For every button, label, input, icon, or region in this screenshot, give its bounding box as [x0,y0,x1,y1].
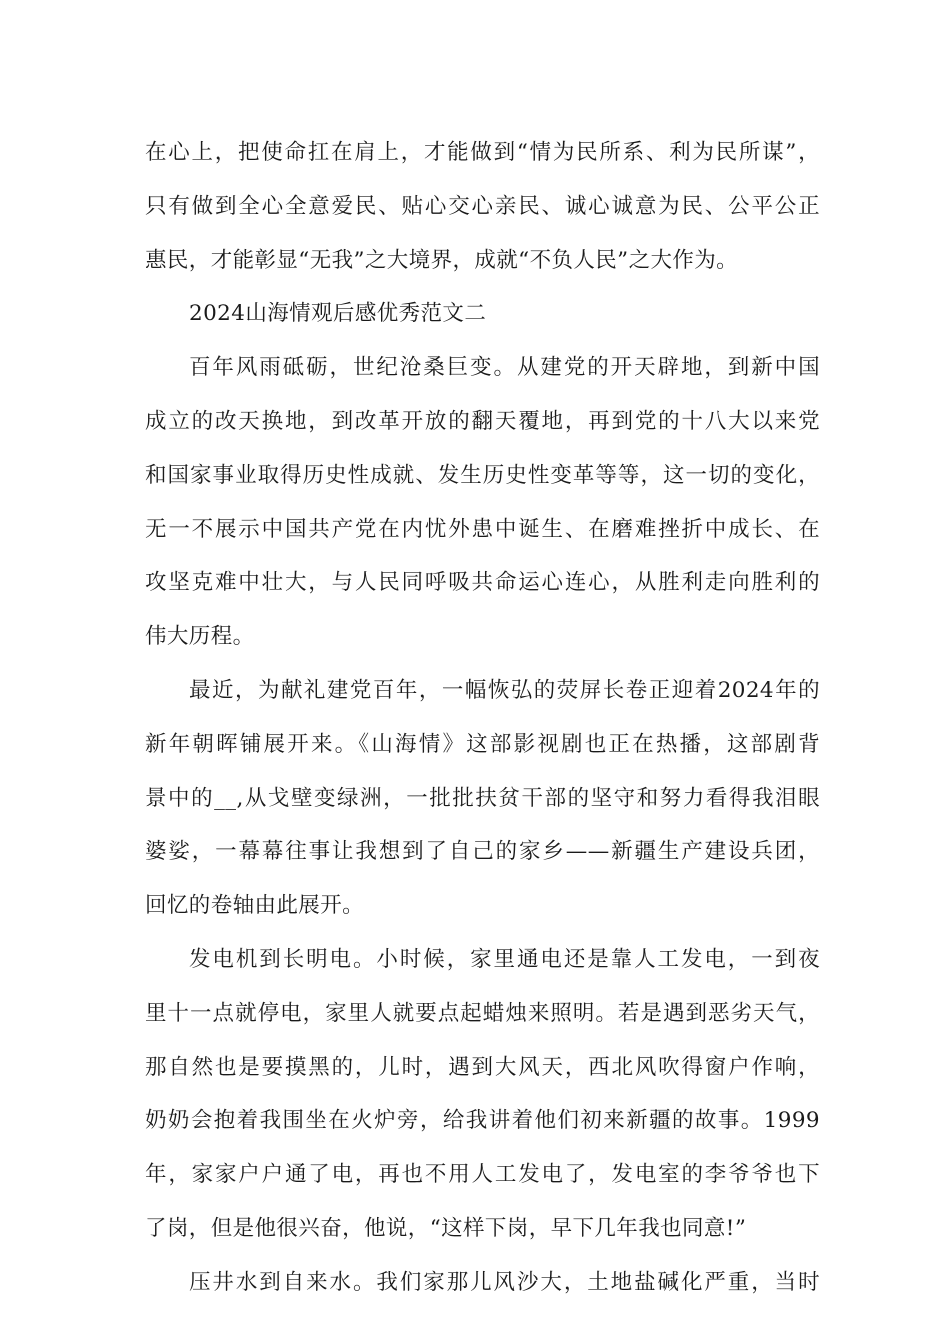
text-line: 新年朝晖铺展开来。《山海情》这部影视剧也正在热播，这部剧背 [145,731,820,757]
text-line: 成立的改天换地，到改革开放的翻天覆地，再到党的十八大以来党 [145,408,820,434]
text-line: 攻坚克难中壮大，与人民同呼吸共命运心连心，从胜利走向胜利的 [145,570,820,596]
text-line: 只有做到全心全意爱民、贴心交心亲民、诚心诚意为民、公平公正 [145,193,820,219]
text-line: 在心上，把使命扛在肩上，才能做到“情为民所系、利为民所谋”， [145,140,820,165]
text-line: 那自然也是要摸黑的，儿时，遇到大风天，西北风吹得窗户作响， [145,1054,820,1080]
document-body [145,126,820,1310]
text-line: 婆娑，一幕幕往事让我想到了自己的家乡——新疆生产建设兵团， [145,839,820,865]
text-line: 年，家家户户通了电，再也不用人工发电了，发电室的李爷爷也下 [145,1162,820,1188]
text-line: 伟大历程。 [145,624,255,650]
text-line: 景中的__,从戈壁变绿洲，一批批扶贫干部的坚守和努力看得我泪眼 [145,785,820,811]
text-line: 无一不展示中国共产党在内忧外患中诞生、在磨难挫折中成长、在 [145,516,820,542]
text-line: 最近，为献礼建党百年，一幅恢弘的荧屏长卷正迎着2024年的 [189,677,820,703]
text-line: 惠民，才能彰显“无我”之大境界，成就“不负人民”之大作为。 [145,247,739,273]
text-line: 里十一点就停电，家里人就要点起蜡烛来照明。若是遇到恶劣天气， [145,1000,820,1026]
text-line: 压井水到自来水。我们家那儿风沙大，土地盐碱化严重，当时 [189,1269,820,1295]
text-line: 百年风雨砥砺，世纪沧桑巨变。从建党的开天辟地，到新中国 [189,355,820,381]
text-line: 奶奶会抱着我围坐在火炉旁，给我讲着他们初来新疆的故事。1999 [145,1108,820,1134]
text-line: 了岗，但是他很兴奋，他说，“这样下岗，早下几年我也同意!” [145,1215,747,1241]
section-heading: 2024山海情观后感优秀范文二 [189,301,487,327]
text-line: 回忆的卷轴由此展开。 [145,893,365,919]
text-line: 发电机到长明电。小时候，家里通电还是靠人工发电，一到夜 [189,946,820,972]
text-line: 和国家事业取得历史性成就、发生历史性变革等等，这一切的变化， [145,462,820,488]
